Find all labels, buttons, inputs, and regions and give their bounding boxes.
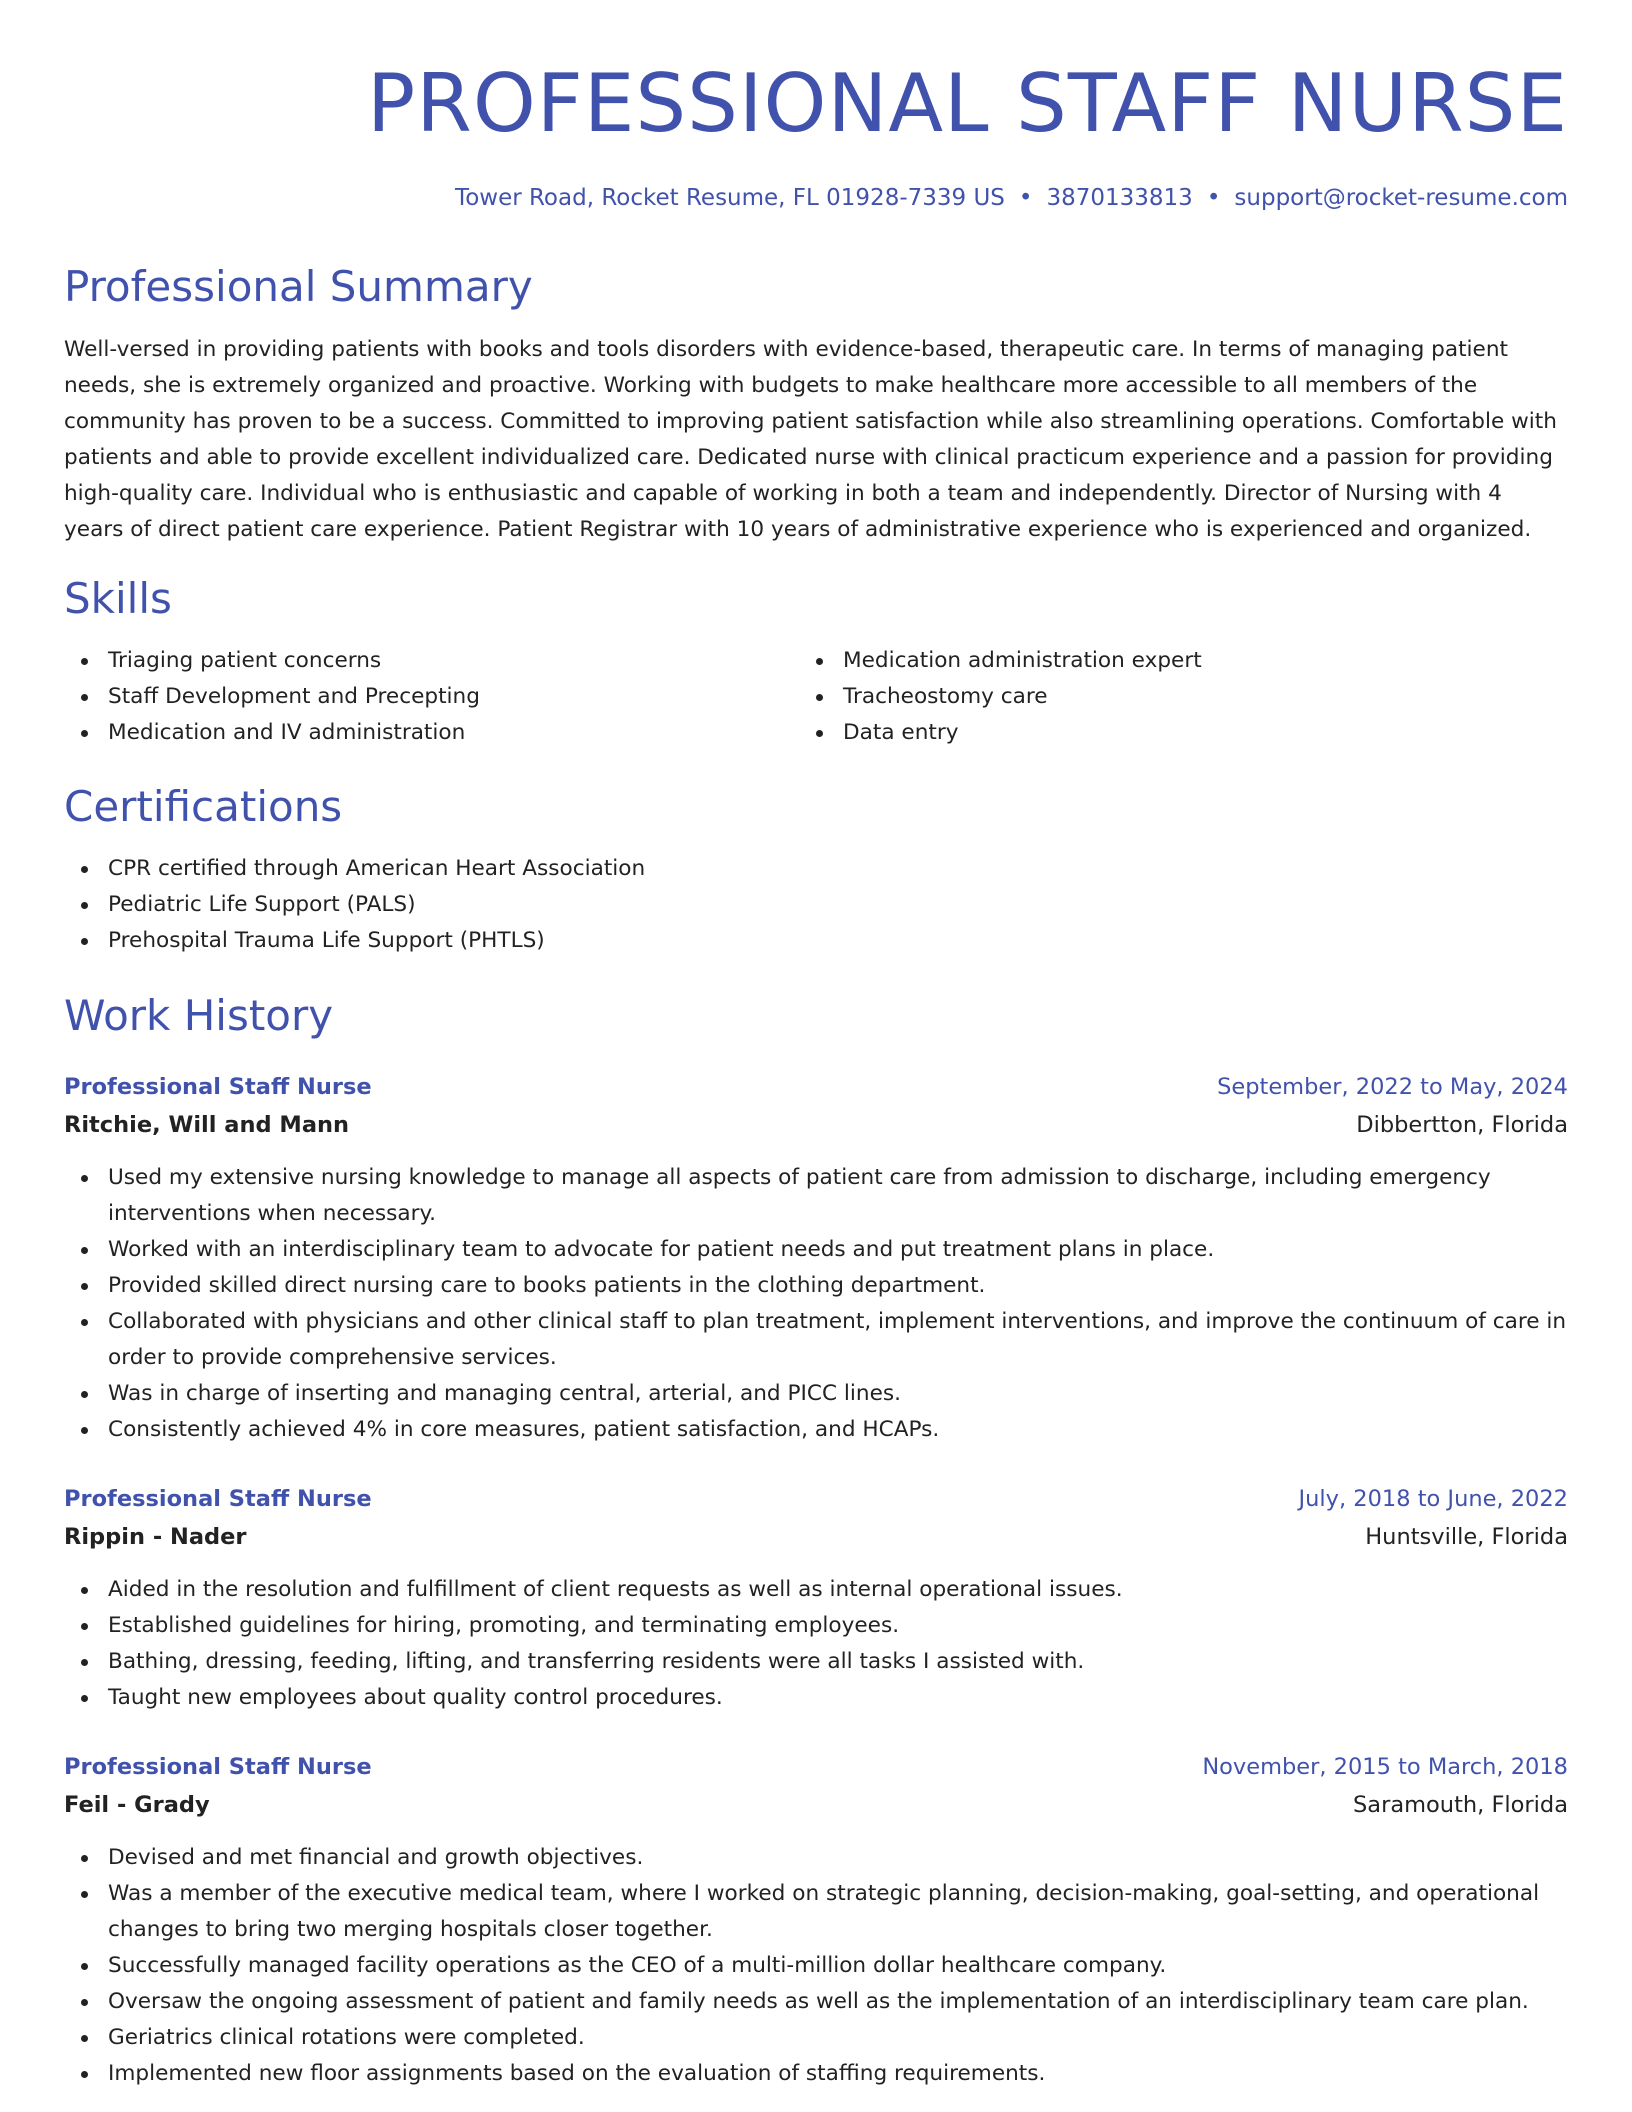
certifications-heading: Certifications bbox=[64, 782, 343, 831]
skill-item: Triaging patient concerns bbox=[64, 643, 799, 679]
job-bullet: Collaborated with physicians and other clinical staff to plan treatment, implement interventions, and improve the continuum of care in order to provide comprehensive services. bbox=[64, 1304, 1568, 1376]
job-bullet: Devised and met financial and growth objectives. bbox=[64, 1840, 1568, 1876]
job-bullets bbox=[64, 1840, 1568, 2092]
job-header bbox=[64, 1068, 1568, 1106]
skills-list-right bbox=[799, 643, 1568, 751]
skills-list-left bbox=[64, 643, 799, 751]
job-bullet: Worked with an interdisciplinary team to advocate for patient needs and put treatment plans in place. bbox=[64, 1232, 1568, 1268]
contact-line bbox=[455, 180, 1568, 216]
job-bullets bbox=[64, 1160, 1568, 1448]
certification-item: Pediatric Life Support (PALS) bbox=[64, 887, 1568, 923]
job-bullet: Aided in the resolution and fulfillment of client requests as well as internal operational issues. bbox=[64, 1572, 1568, 1608]
certification-item: CPR certified through American Heart Association bbox=[64, 851, 1568, 887]
contact-address: Tower Road, Rocket Resume, FL 01928-7339 US bbox=[455, 185, 1005, 211]
job-title: Professional Staff Nurse bbox=[64, 1074, 372, 1100]
job-employer bbox=[64, 1786, 1568, 1824]
job-dates: November, 2015 to March, 2018 bbox=[1202, 1754, 1568, 1780]
job-bullet: Taught new employees about quality control procedures. bbox=[64, 1680, 1568, 1716]
job-location: Huntsville, Florida bbox=[1365, 1524, 1568, 1550]
contact-email[interactable]: support@rocket-resume.com bbox=[1234, 185, 1568, 211]
certifications-list bbox=[64, 851, 1568, 959]
contact-phone: 3870133813 bbox=[1046, 185, 1193, 211]
job-title: Professional Staff Nurse bbox=[64, 1486, 372, 1512]
job-bullet: Consistently achieved 4% in core measures, patient satisfaction, and HCAPs. bbox=[64, 1412, 1568, 1448]
job-company: Feil - Grady bbox=[64, 1792, 210, 1818]
job-company: Rippin - Nader bbox=[64, 1524, 247, 1550]
job-bullet: Implemented new floor assignments based on the evaluation of staffing requirements. bbox=[64, 2056, 1568, 2092]
job-location: Dibbertton, Florida bbox=[1356, 1112, 1568, 1138]
skill-item: Medication and IV administration bbox=[64, 715, 799, 751]
job-location: Saramouth, Florida bbox=[1353, 1792, 1568, 1818]
skill-item: Staff Development and Precepting bbox=[64, 679, 799, 715]
job-dates: July, 2018 to June, 2022 bbox=[1298, 1486, 1568, 1512]
summary-heading: Professional Summary bbox=[64, 262, 533, 311]
job-employer bbox=[64, 1518, 1568, 1556]
certification-item: Prehospital Trauma Life Support (PHTLS) bbox=[64, 923, 1568, 959]
job-header bbox=[64, 1748, 1568, 1786]
contact-separator: • bbox=[1206, 185, 1221, 211]
work-history-heading: Work History bbox=[64, 991, 334, 1040]
job-bullets bbox=[64, 1572, 1568, 1716]
job-bullet: Was in charge of inserting and managing central, arterial, and PICC lines. bbox=[64, 1376, 1568, 1412]
job-bullet: Oversaw the ongoing assessment of patient and family needs as well as the implementation of an interdisciplinary team care plan. bbox=[64, 1984, 1568, 2020]
job-bullet: Successfully managed facility operations as the CEO of a multi-million dollar healthcare company. bbox=[64, 1948, 1568, 1984]
skills-heading: Skills bbox=[64, 574, 172, 623]
job-bullet: Provided skilled direct nursing care to books patients in the clothing department. bbox=[64, 1268, 1568, 1304]
job-dates: September, 2022 to May, 2024 bbox=[1217, 1074, 1568, 1100]
skill-item: Tracheostomy care bbox=[799, 679, 1568, 715]
job-bullet: Used my extensive nursing knowledge to manage all aspects of patient care from admission to discharge, including emergency interventions when necessary. bbox=[64, 1160, 1568, 1232]
job-bullet: Bathing, dressing, feeding, lifting, and transferring residents were all tasks I assisted with. bbox=[64, 1644, 1568, 1680]
contact-separator: • bbox=[1018, 185, 1033, 211]
resume-title: PROFESSIONAL STAFF NURSE bbox=[367, 57, 1568, 150]
summary-text: Well-versed in providing patients with books and tools disorders with evidence-based, therapeutic care. In terms of managing patient needs, she is extremely organized and proactive. Working with budgets to make healthcare more accessible to all members of the community has proven to be a success. Committed to improving patient satisfaction while also streamlining operations. Comfortable with patients and able to provide excellent individualized care. Dedicated nurse with clinical practicum experience and a passion for providing high-quality care. Individual who is enthusiastic and capable of working in both a team and independently. Director of Nursing with 4 years of direct patient care experience. Patient Registrar with 10 years of administrative experience who is experienced and organized. bbox=[64, 337, 1557, 542]
skill-item: Data entry bbox=[799, 715, 1568, 751]
job-employer bbox=[64, 1106, 1568, 1144]
job-header bbox=[64, 1480, 1568, 1518]
job-title: Professional Staff Nurse bbox=[64, 1754, 372, 1780]
job-bullet: Established guidelines for hiring, promoting, and terminating employees. bbox=[64, 1608, 1568, 1644]
job-company: Ritchie, Will and Mann bbox=[64, 1112, 350, 1138]
job-bullet: Geriatrics clinical rotations were completed. bbox=[64, 2020, 1568, 2056]
job-bullet: Was a member of the executive medical team, where I worked on strategic planning, decision-making, goal-setting, and operational changes to bring two merging hospitals closer together. bbox=[64, 1876, 1568, 1948]
skill-item: Medication administration expert bbox=[799, 643, 1568, 679]
